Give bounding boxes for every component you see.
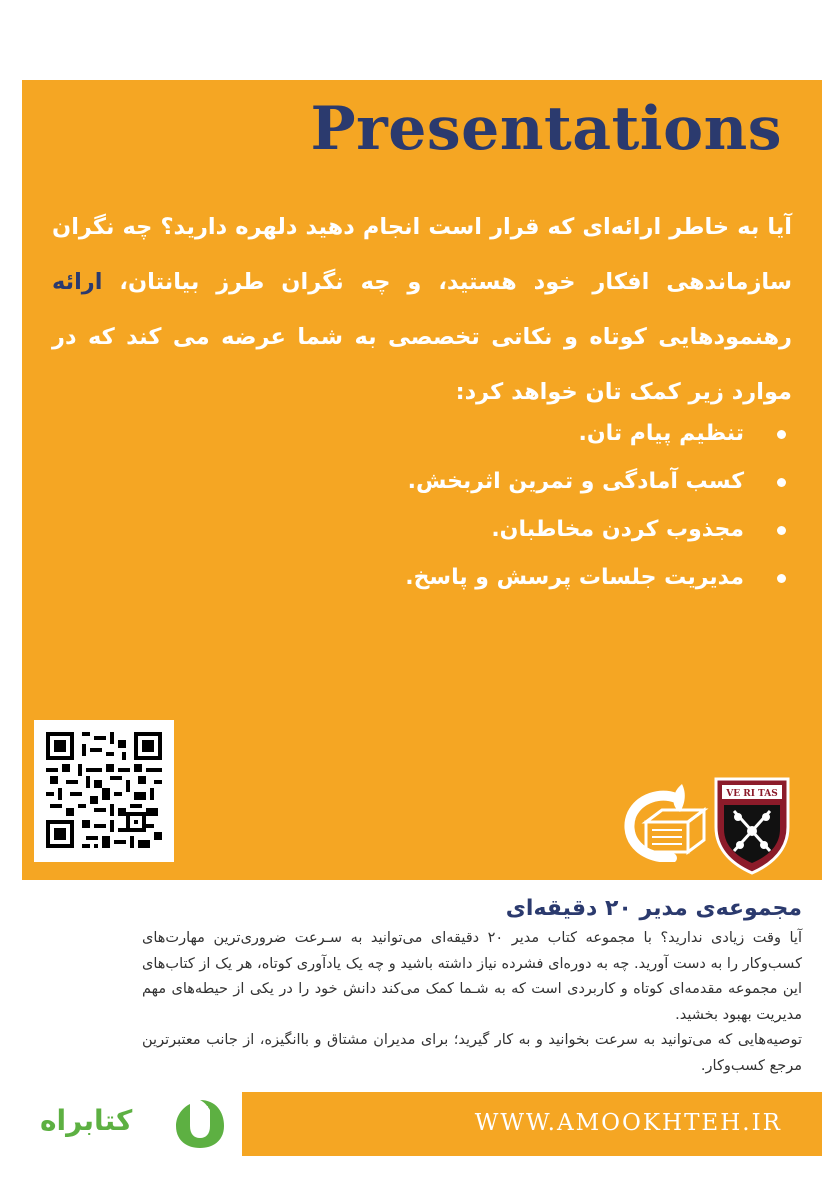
list-item: مجذوب کردن مخاطبان. <box>92 506 792 554</box>
series-title: مجموعه‌ی مدیر ۲۰ دقیقه‌ای <box>505 896 802 921</box>
book-title: Presentations <box>310 94 782 164</box>
footer-bar <box>22 1092 822 1156</box>
website-url[interactable]: WWW.AMOOKHTEH.IR <box>474 1110 782 1136</box>
intro-highlight: ارائه <box>52 269 103 295</box>
shield-icon <box>712 775 792 875</box>
brand-name: کتابراه <box>40 1104 133 1137</box>
feature-list <box>92 410 792 602</box>
intro-paragraph <box>52 200 792 420</box>
series-description <box>142 926 802 1079</box>
series-paragraph-1: آیا وقت زیادی ندارید؟ با مجموعه کتاب مدیر ۲۰ دقیقه‌ای می‌توانید به سـرعت ضروری‌ترین مهارت‌های کسب‌وکار را به دست آورید. چه به دوره‌ای فشرده نیاز داشته باشید و چه یک یادآوری کوتاه، هر یک از کتاب‌های این مجموعه مقدمه‌ای کوتاه و کاربردی است که به شـما کمک می‌کند دانش خود را در یکی از حیطه‌های مهم مدیریت بهبود بخشید. <box>142 930 802 1023</box>
hbs-motto: VE RI TAS <box>726 789 778 799</box>
list-item: مدیریت جلسات پرسش و پاسخ. <box>92 554 792 602</box>
publisher-logo-icon <box>612 780 712 862</box>
hbs-shield-logo <box>712 775 792 875</box>
cover-panel <box>22 80 822 880</box>
list-item: تنظیم پیام تان. <box>92 410 792 458</box>
list-item: کسب آمادگی و تمرین اثربخش. <box>92 458 792 506</box>
qr-code[interactable] <box>34 720 174 862</box>
intro-text-2: رهنمودهایی کوتاه و نکاتی تخصصی به شما عرضه می کند که در موارد زیر کمک تان خواهد کرد: <box>52 324 792 405</box>
intro-text-1: آیا به خاطر ارائه‌ای که قرار است انجام دهید دلهره دارید؟ چه نگران سازماندهی افکار خود هستید، و چه نگران طرز بیانتان، <box>52 214 792 295</box>
brand-logo[interactable] <box>22 1090 242 1158</box>
book-leaf-icon <box>172 1096 228 1152</box>
series-paragraph-2: توصیه‌هایی که می‌توانید به سرعت بخوانید و به کار گیرید؛ برای مدیران مشتاق و باانگیزه، از جانب معتبرترین مرجع کسب‌وکار. <box>142 1032 802 1074</box>
publisher-logo <box>612 780 712 862</box>
qr-code-icon <box>46 732 162 848</box>
